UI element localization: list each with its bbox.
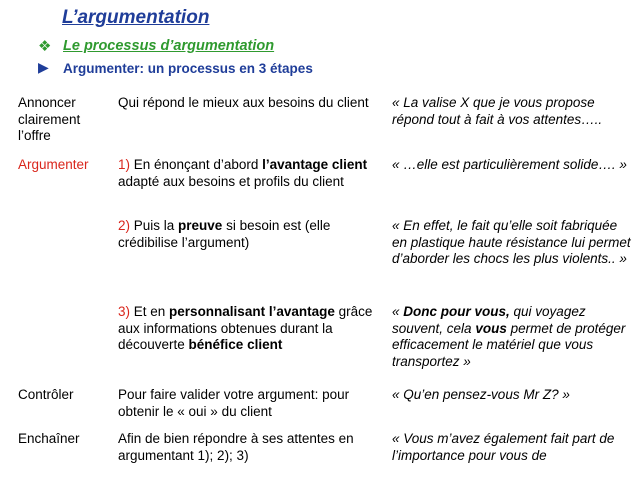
step-description: Qui répond le mieux aux besoins du client	[118, 95, 369, 110]
bold-text: preuve	[178, 218, 223, 233]
subtitle-text: Le processus d’argumentation	[63, 38, 275, 54]
step-example: « La valise X que je vous propose répond tout à fait à vos attentes…..	[392, 95, 603, 127]
heading-title	[30, 5, 209, 31]
text-part: «	[392, 304, 404, 319]
step-example: « Qu’en pensez-vous Mr Z? »	[392, 387, 570, 402]
step-example: « …elle est particulièrement solide…. »	[392, 157, 627, 172]
title-text: L’argumentation	[62, 7, 210, 28]
bold-text: l’avantage client	[262, 157, 368, 172]
step-description	[118, 304, 386, 354]
heading-subtitle	[38, 36, 274, 56]
bold-text: vous	[475, 320, 507, 336]
text-part: permet de protéger efficacement le matériel que vous transportez »	[392, 320, 626, 369]
bold-text: Donc pour vous,	[403, 304, 510, 319]
step-number: 3)	[118, 304, 131, 319]
step-description: Pour faire valider votre argument: pour obtenir le « oui » du client	[118, 387, 350, 419]
step-number: 1)	[118, 157, 131, 172]
step-description: Afin de bien répondre à ses attentes en argumentant 1); 2); 3)	[118, 431, 354, 463]
step-label: Annoncer clairement l’offre	[18, 95, 81, 143]
text-part: grâce aux informations obtenues durant la découverte	[118, 304, 373, 352]
text-part: qui voyagez souvent, cela	[392, 304, 586, 336]
bold-text: bénéfice client	[188, 337, 283, 352]
text-part: Et en	[130, 304, 170, 319]
text-part: Puis la	[130, 218, 179, 233]
bold-text: personnalisant l’avantage	[169, 304, 335, 319]
step-label: Contrôler	[18, 387, 74, 402]
step-label: Argumenter	[18, 157, 89, 172]
step-example	[392, 304, 634, 370]
step-number: 2)	[118, 218, 131, 233]
diamond-bullet-icon: ❖	[38, 37, 52, 55]
subsubtitle-text: Argumenter: un processus en 3 étapes	[63, 60, 313, 76]
heading-subsubtitle	[38, 58, 313, 78]
step-description	[118, 218, 386, 251]
text-part: si besoin est (elle crédibilise l’argument)	[118, 218, 331, 250]
step-example: « En effet, le fait qu’elle soit fabriquée en plastique haute résistance lui permet d’aborder les chocs les plus violents.. »	[392, 218, 631, 266]
text-part: adapté aux besoins et profils du client	[118, 173, 344, 189]
triangle-bullet-icon: ▶	[38, 60, 49, 76]
step-label: Enchaîner	[18, 431, 80, 446]
step-example: « Vous m’avez également fait part de l’importance pour vous de	[392, 431, 615, 463]
step-description	[118, 157, 386, 190]
text-part: En énonçant d’abord	[130, 157, 263, 172]
